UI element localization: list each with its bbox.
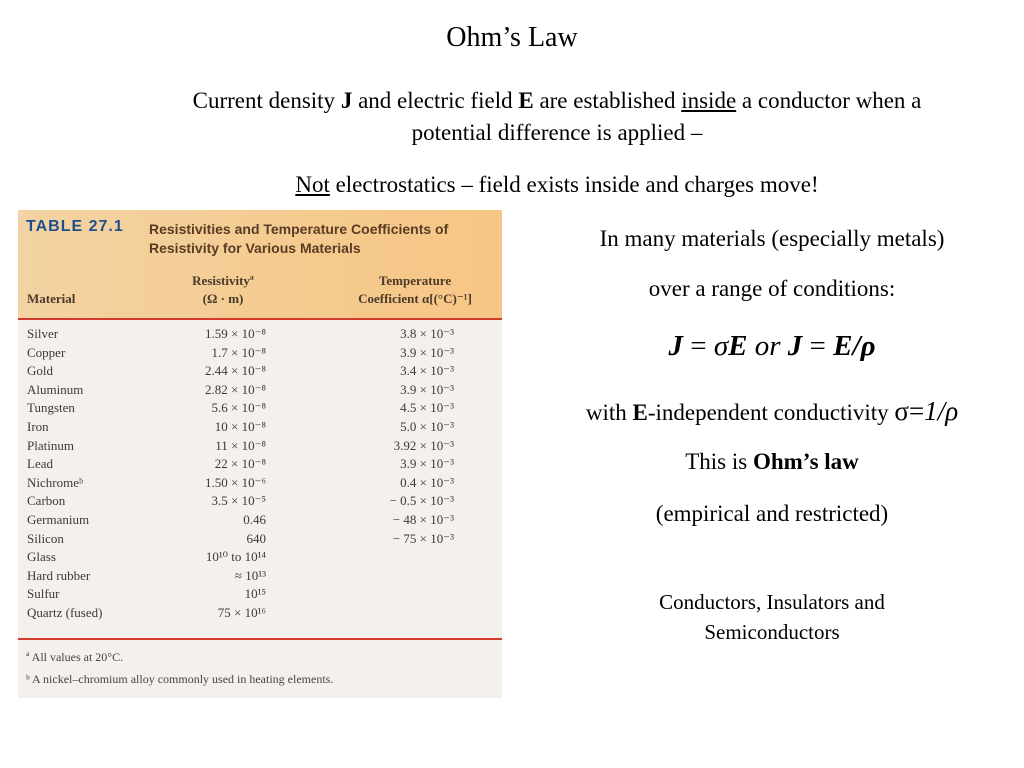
coefficient-cell: − 75 × 10⁻³ bbox=[392, 530, 454, 546]
conductivity-text bbox=[520, 396, 1024, 427]
empirical-text: (empirical and restricted) bbox=[655, 501, 889, 526]
resistivity-cell: 5.6 × 10⁻⁸ bbox=[211, 400, 266, 416]
table-row bbox=[18, 345, 502, 364]
intro-text: a conductor when a bbox=[736, 88, 922, 113]
table-row bbox=[18, 549, 502, 568]
coefficient-cell: 3.9 × 10⁻³ bbox=[400, 344, 454, 360]
resistivity-cell: ≈ 10¹³ bbox=[234, 567, 266, 583]
table-row bbox=[18, 531, 502, 550]
coefficient-cell: 4.5 × 10⁻³ bbox=[400, 400, 454, 416]
coefficient-cell: 5.0 × 10⁻³ bbox=[400, 418, 454, 434]
electric-field-symbol: E bbox=[518, 88, 534, 113]
eq-sigma: σ bbox=[713, 330, 729, 362]
table-row bbox=[18, 493, 502, 512]
header-divider bbox=[18, 318, 502, 320]
not-emphasis: Not bbox=[295, 172, 330, 197]
material-cell: Hard rubber bbox=[27, 567, 91, 583]
table-body bbox=[18, 326, 502, 624]
eq-J: J bbox=[787, 330, 803, 362]
coefficient-cell: 3.9 × 10⁻³ bbox=[400, 456, 454, 472]
table-row bbox=[18, 456, 502, 475]
coefficient-cell: 0.4 × 10⁻³ bbox=[400, 474, 454, 490]
table-header-band bbox=[18, 210, 502, 318]
table-title-line-2: Resistivity for Various Materials bbox=[149, 240, 361, 256]
col-header-resistivity-line-2: (Ω · m) bbox=[202, 291, 244, 306]
intro-text: are established bbox=[533, 88, 682, 113]
col-header-coefficient-line-1: Temperature bbox=[378, 273, 452, 288]
eq-E-over: E/ bbox=[833, 330, 861, 362]
equals-symbol: = bbox=[908, 396, 925, 426]
material-cell: Silicon bbox=[27, 530, 64, 546]
rho-symbol: ρ bbox=[945, 396, 959, 426]
ohms-law-bold: Ohm’s law bbox=[752, 449, 859, 474]
eq-J: J bbox=[668, 330, 683, 362]
resistivity-cell: 2.44 × 10⁻⁸ bbox=[205, 363, 266, 379]
with-text: -independent conductivity bbox=[647, 400, 895, 425]
footer-divider bbox=[18, 638, 502, 640]
resistivity-cell: 22 × 10⁻⁸ bbox=[214, 456, 266, 472]
resistivity-cell: 11 × 10⁻⁸ bbox=[215, 437, 266, 453]
material-cell: Quartz (fused) bbox=[27, 604, 103, 620]
table-row bbox=[18, 363, 502, 382]
material-cell: Gold bbox=[27, 363, 53, 379]
table-label: TABLE 27.1 bbox=[26, 218, 124, 235]
one-over: 1/ bbox=[924, 396, 946, 426]
resistivity-table bbox=[18, 210, 502, 698]
table-title bbox=[149, 220, 489, 258]
coefficient-cell: − 0.5 × 10⁻³ bbox=[389, 493, 454, 509]
table-row bbox=[18, 419, 502, 438]
footnote-b: ᵇ A nickel–chromium alloy commonly used in heating elements. bbox=[26, 672, 334, 686]
eq-rho: ρ bbox=[860, 330, 876, 362]
metals-text: In many materials (especially metals) bbox=[599, 226, 945, 251]
material-cell: Platinum bbox=[27, 437, 74, 453]
table-row bbox=[18, 605, 502, 624]
col-header-resistivity bbox=[168, 272, 278, 308]
eq-E: E bbox=[728, 330, 748, 362]
table-row bbox=[18, 568, 502, 587]
intro-line-3 bbox=[90, 172, 1024, 198]
this-is-ohms-law bbox=[520, 449, 1024, 475]
inside-emphasis: inside bbox=[681, 88, 737, 113]
current-density-symbol: J bbox=[340, 88, 353, 113]
col-header-material: Material bbox=[27, 291, 76, 306]
material-cell: Copper bbox=[27, 344, 66, 360]
resistivity-cell: 10 × 10⁻⁸ bbox=[214, 418, 266, 434]
footnote-a: ª All values at 20°C. bbox=[26, 650, 124, 664]
material-cell: Aluminum bbox=[27, 381, 84, 397]
intro-text: and electric field bbox=[352, 88, 519, 113]
coefficient-cell: 3.8 × 10⁻³ bbox=[400, 326, 454, 341]
material-cell: Iron bbox=[27, 418, 49, 434]
with-E: E bbox=[632, 400, 648, 425]
coefficient-cell: 3.4 × 10⁻³ bbox=[400, 363, 454, 379]
table-row bbox=[18, 326, 502, 345]
table-row bbox=[18, 512, 502, 531]
table-title-line-1: Resistivities and Temperature Coefficients of bbox=[149, 221, 449, 237]
table-row bbox=[18, 382, 502, 401]
col-header-resistivity-line-1: Resistivityª bbox=[192, 273, 254, 288]
resistivity-cell: 1.7 × 10⁻⁸ bbox=[211, 344, 266, 360]
resistivity-cell: 1.59 × 10⁻⁸ bbox=[205, 326, 266, 341]
table-row bbox=[18, 586, 502, 605]
resistivity-cell: 2.82 × 10⁻⁸ bbox=[205, 381, 266, 397]
material-cell: Nichromeᵇ bbox=[27, 474, 84, 490]
col-header-coefficient bbox=[330, 272, 500, 308]
eq-equals: = bbox=[802, 330, 834, 362]
resistivity-cell: 10¹⁵ bbox=[244, 586, 266, 602]
coefficient-cell: − 48 × 10⁻³ bbox=[392, 511, 454, 527]
this-is-text: This is bbox=[685, 449, 753, 474]
resistivity-cell: 640 bbox=[246, 530, 266, 546]
material-cell: Sulfur bbox=[27, 586, 60, 602]
intro-text: electrostatics – field exists inside and charges move! bbox=[329, 172, 819, 197]
resistivity-cell: 10¹⁰ to 10¹⁴ bbox=[205, 549, 266, 565]
with-text: with bbox=[585, 400, 633, 425]
material-cell: Lead bbox=[27, 456, 53, 472]
eq-equals: = bbox=[682, 330, 714, 362]
conditions-text: over a range of conditions: bbox=[648, 276, 896, 301]
resistivity-cell: 3.5 × 10⁻⁵ bbox=[211, 493, 266, 509]
resistivity-cell: 0.46 bbox=[243, 511, 266, 527]
table-row bbox=[18, 438, 502, 457]
intro-line-1 bbox=[90, 88, 1024, 114]
material-cell: Germanium bbox=[27, 511, 90, 527]
col-header-coefficient-line-2: Coefficient α[(°C)⁻¹] bbox=[358, 291, 472, 306]
resistivity-cell: 75 × 10¹⁶ bbox=[217, 604, 266, 620]
conductors-line-1: Conductors, Insulators and bbox=[659, 590, 885, 614]
material-cell: Silver bbox=[27, 326, 59, 341]
table-row bbox=[18, 400, 502, 419]
coefficient-cell: 3.92 × 10⁻³ bbox=[393, 437, 454, 453]
table-row bbox=[18, 475, 502, 494]
material-cell: Glass bbox=[27, 549, 56, 565]
eq-or: or bbox=[747, 330, 788, 362]
conductors-line-2: Semiconductors bbox=[704, 620, 840, 644]
coefficient-cell: 3.9 × 10⁻³ bbox=[400, 381, 454, 397]
material-cell: Tungsten bbox=[27, 400, 75, 416]
slide-title: Ohm’s Law bbox=[446, 22, 578, 53]
ohms-law-equation bbox=[520, 330, 1024, 363]
resistivity-cell: 1.50 × 10⁻⁶ bbox=[205, 474, 266, 490]
material-cell: Carbon bbox=[27, 493, 66, 509]
intro-text: Current density bbox=[192, 88, 341, 113]
intro-line-2: potential difference is applied – bbox=[411, 120, 703, 145]
sigma-symbol: σ bbox=[894, 396, 909, 426]
